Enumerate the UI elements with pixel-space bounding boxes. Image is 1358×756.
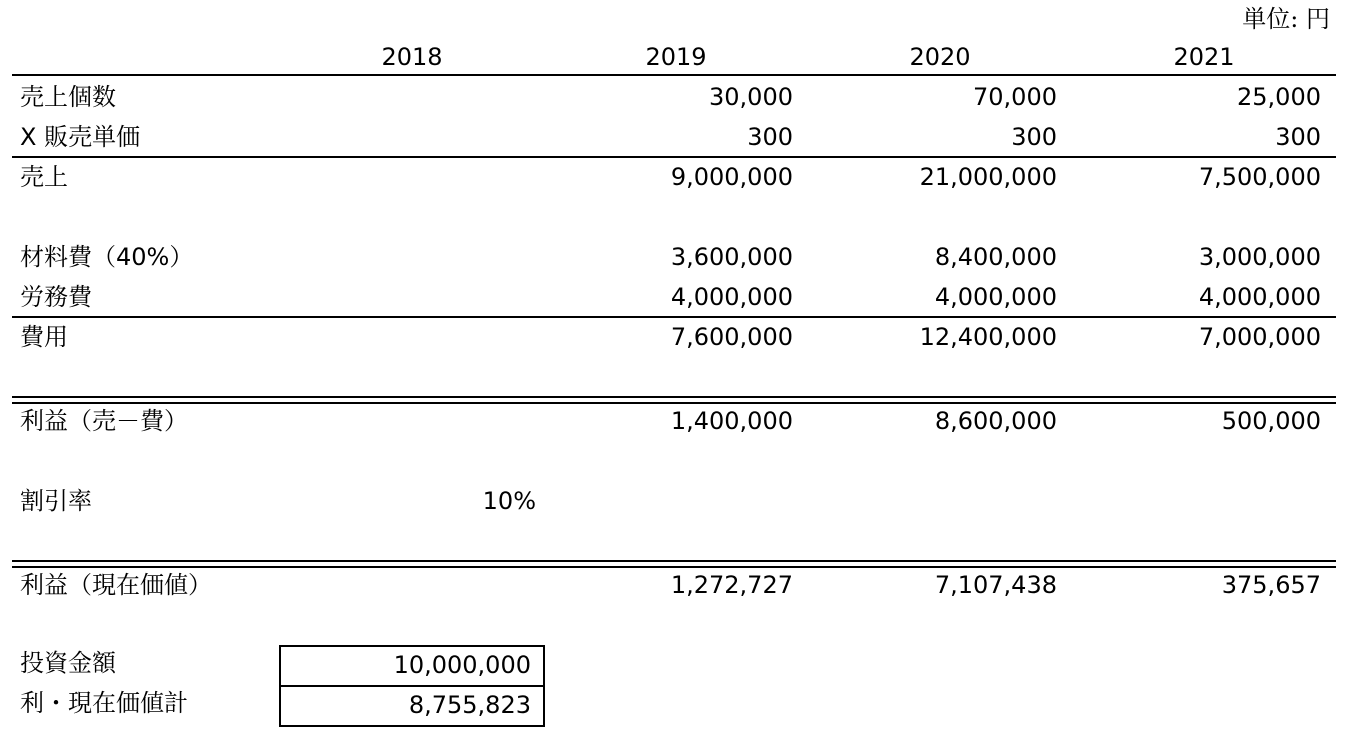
cell-profit-2019: 1,400,000 bbox=[670, 407, 793, 435]
row-label-profit: 利益（売－費） bbox=[20, 407, 188, 435]
cell-expenses-2020: 12,400,000 bbox=[919, 323, 1057, 351]
cell-discount-rate: 10% bbox=[482, 487, 536, 515]
row-label-sales: 売上 bbox=[20, 163, 68, 191]
cell-units-sold-2019: 30,000 bbox=[709, 83, 793, 111]
summary-box bbox=[279, 645, 545, 727]
row-label-unit-price: X 販売単価 bbox=[20, 123, 141, 151]
cell-labor-cost-2021: 4,000,000 bbox=[1198, 283, 1321, 311]
sales-rule bbox=[12, 156, 1336, 158]
cell-labor-cost-2020: 4,000,000 bbox=[934, 283, 1057, 311]
cell-unit-price-2020: 300 bbox=[1011, 123, 1057, 151]
cell-expenses-2019: 7,600,000 bbox=[670, 323, 793, 351]
cell-profit-2020: 8,600,000 bbox=[934, 407, 1057, 435]
cell-units-sold-2021: 25,000 bbox=[1237, 83, 1321, 111]
summary-box-divider bbox=[281, 685, 543, 687]
cell-material-cost-2021: 3,000,000 bbox=[1198, 243, 1321, 271]
row-label-units-sold: 売上個数 bbox=[20, 83, 116, 111]
cell-profit-pv-2021: 375,657 bbox=[1221, 571, 1321, 599]
cell-sales-2019: 9,000,000 bbox=[670, 163, 793, 191]
cell-unit-price-2021: 300 bbox=[1275, 123, 1321, 151]
summary-value-pv-total: 8,755,823 bbox=[408, 691, 531, 719]
cell-profit-pv-2020: 7,107,438 bbox=[934, 571, 1057, 599]
cell-material-cost-2020: 8,400,000 bbox=[934, 243, 1057, 271]
summary-label-investment: 投資金額 bbox=[20, 649, 116, 677]
cell-sales-2020: 21,000,000 bbox=[919, 163, 1057, 191]
cell-labor-cost-2019: 4,000,000 bbox=[670, 283, 793, 311]
row-label-expenses: 費用 bbox=[20, 323, 68, 351]
summary-label-pv-total: 利・現在価値計 bbox=[20, 689, 188, 717]
header-rule bbox=[12, 74, 1336, 76]
cell-profit-pv-2019: 1,272,727 bbox=[670, 571, 793, 599]
year-header-2021: 2021 bbox=[1173, 43, 1235, 71]
row-label-material-cost: 材料費（40%） bbox=[20, 243, 194, 271]
row-label-profit-pv: 利益（現在価値） bbox=[20, 571, 212, 599]
cell-units-sold-2020: 70,000 bbox=[973, 83, 1057, 111]
row-label-discount-rate: 割引率 bbox=[20, 487, 92, 515]
expenses-rule bbox=[12, 316, 1336, 318]
summary-value-investment: 10,000,000 bbox=[393, 651, 531, 679]
cell-profit-2021: 500,000 bbox=[1221, 407, 1321, 435]
profit-pv-double-rule bbox=[12, 560, 1336, 568]
cell-material-cost-2019: 3,600,000 bbox=[670, 243, 793, 271]
year-header-2019: 2019 bbox=[645, 43, 707, 71]
year-header-2018: 2018 bbox=[381, 43, 443, 71]
cell-expenses-2021: 7,000,000 bbox=[1198, 323, 1321, 351]
profit-double-rule bbox=[12, 396, 1336, 404]
year-header-2020: 2020 bbox=[909, 43, 971, 71]
row-label-labor-cost: 労務費 bbox=[20, 283, 92, 311]
cell-unit-price-2019: 300 bbox=[747, 123, 793, 151]
unit-label: 単位: 円 bbox=[1242, 5, 1330, 33]
cell-sales-2021: 7,500,000 bbox=[1198, 163, 1321, 191]
